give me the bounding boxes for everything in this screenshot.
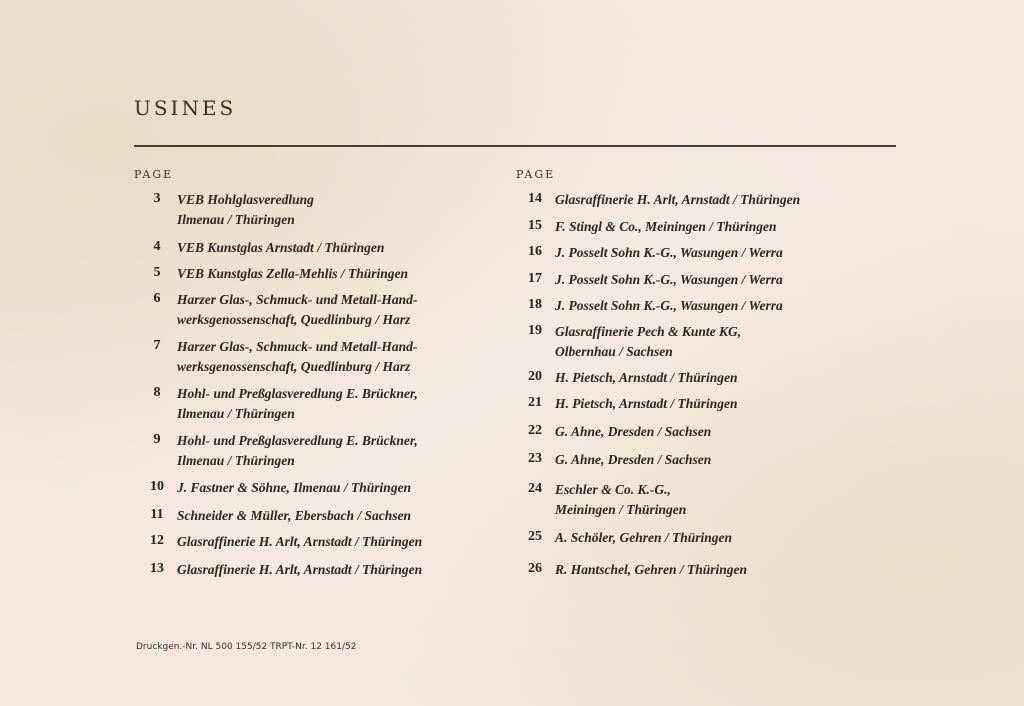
index-entry — [515, 270, 783, 290]
factory-name-line: J. Fastner & Söhne, Ilmenau / Thüringen — [177, 480, 412, 495]
factory-name-line: werksgenossenschaft, Quedlinburg / Harz — [177, 312, 411, 327]
factory-name-line: Glasraffinerie H. Arlt, Arnstadt / Thüringen — [177, 562, 423, 577]
index-entry — [137, 384, 418, 424]
factory-name — [177, 431, 418, 471]
page-column-header-right: PAGE — [516, 168, 556, 181]
print-license-footer: Druckgen.-Nr. NL 500 155/52 TRPT-Nr. 12 161/52 — [136, 642, 357, 652]
factory-name-line: J. Posselt Sohn K.-G., Wasungen / Werra — [555, 298, 783, 313]
page-number: 3 — [153, 191, 161, 206]
page-number: 5 — [153, 265, 161, 280]
page-number: 13 — [150, 561, 164, 576]
page-title: USINES — [134, 96, 237, 120]
factory-name-line: Ilmenau / Thüringen — [177, 406, 295, 421]
factory-name-line: G. Ahne, Dresden / Sachsen — [555, 452, 712, 467]
factory-name-line: VEB Kunstglas Zella-Mehlis / Thüringen — [177, 266, 409, 281]
index-entry — [137, 290, 417, 330]
factory-name-line: Olbernhau / Sachsen — [555, 344, 673, 359]
page-number: 7 — [153, 338, 161, 353]
factory-name — [555, 217, 776, 237]
page-number: 21 — [528, 395, 542, 410]
page-number: 17 — [528, 271, 542, 286]
factory-name-line: werksgenossenschaft, Quedlinburg / Harz — [177, 359, 411, 374]
index-entry — [515, 190, 800, 210]
page-number: 25 — [528, 529, 542, 544]
index-entry — [515, 217, 776, 237]
factory-name — [555, 368, 738, 388]
factory-name — [177, 560, 422, 580]
factory-name-line: Glasraffinerie H. Arlt, Arnstadt / Thüringen — [177, 534, 423, 549]
factory-name — [177, 190, 314, 230]
factory-name-line: F. Stingl & Co., Meiningen / Thüringen — [555, 219, 777, 234]
factory-name-line: Glasraffinerie Pech & Kunte KG, — [555, 324, 742, 339]
page-number: 9 — [153, 432, 161, 447]
index-entry — [515, 322, 741, 362]
page-number: 10 — [150, 479, 164, 494]
factory-name-line: Ilmenau / Thüringen — [177, 212, 295, 227]
factory-name — [177, 264, 408, 284]
index-entry — [137, 560, 422, 580]
factory-name-line: Hohl- und Preßglasveredlung E. Brückner, — [177, 433, 418, 448]
page-number: 23 — [528, 451, 542, 466]
factory-name — [555, 190, 800, 210]
factory-name-line: A. Schöler, Gehren / Thüringen — [555, 530, 733, 545]
index-entry — [137, 264, 408, 284]
page-number: 22 — [528, 423, 542, 438]
page-number: 20 — [528, 369, 542, 384]
index-entry — [515, 394, 738, 414]
page-number: 26 — [528, 561, 542, 576]
factory-name-line: R. Hantschel, Gehren / Thüringen — [555, 562, 748, 577]
index-entry — [515, 528, 732, 548]
factory-name-line: Harzer Glas-, Schmuck- und Metall-Hand- — [177, 339, 418, 354]
page-number: 8 — [153, 385, 161, 400]
index-entry — [137, 506, 411, 526]
factory-name-line: Schneider & Müller, Ebersbach / Sachsen — [177, 508, 412, 523]
page-column-header-left: PAGE — [134, 168, 174, 181]
title-divider — [134, 145, 896, 147]
factory-name-line: Eschler & Co. K.-G., — [555, 482, 671, 497]
factory-name — [555, 394, 738, 414]
index-entry — [515, 243, 783, 263]
page-number: 24 — [528, 481, 542, 496]
index-entry — [137, 532, 422, 552]
factory-name-line: Harzer Glas-, Schmuck- und Metall-Hand- — [177, 292, 418, 307]
factory-name — [177, 532, 422, 552]
factory-name — [177, 384, 418, 424]
factory-name-line: Meiningen / Thüringen — [555, 502, 687, 517]
page-number: 14 — [528, 191, 542, 206]
index-entry — [137, 431, 418, 471]
factory-name — [555, 560, 747, 580]
index-entry — [515, 368, 738, 388]
factory-name — [555, 450, 711, 470]
page-number: 18 — [528, 297, 542, 312]
index-entry — [137, 337, 417, 377]
page-number: 11 — [150, 507, 164, 522]
page-number: 6 — [153, 291, 161, 306]
page-number: 16 — [528, 244, 542, 259]
page-number: 19 — [528, 323, 542, 338]
page-number: 4 — [153, 239, 161, 254]
factory-name — [555, 270, 783, 290]
factory-name-line: Ilmenau / Thüringen — [177, 453, 295, 468]
index-entry — [137, 478, 411, 498]
factory-name — [555, 322, 741, 362]
factory-name — [177, 337, 417, 377]
factory-name-line: Hohl- und Preßglasveredlung E. Brückner, — [177, 386, 418, 401]
factory-name — [177, 506, 411, 526]
factory-name-line: H. Pietsch, Arnstadt / Thüringen — [555, 370, 738, 385]
factory-name — [177, 290, 417, 330]
index-entry — [137, 190, 314, 230]
index-entry — [515, 422, 711, 442]
index-entry — [137, 238, 384, 258]
index-entry — [515, 296, 783, 316]
factory-name-line: VEB Hohlglasveredlung — [177, 192, 314, 207]
page-number: 12 — [150, 533, 164, 548]
factory-name — [555, 422, 711, 442]
factory-name-line: G. Ahne, Dresden / Sachsen — [555, 424, 712, 439]
factory-name-line: Glasraffinerie H. Arlt, Arnstadt / Thüringen — [555, 192, 801, 207]
factory-name — [177, 478, 411, 498]
index-entry — [515, 480, 686, 520]
factory-name — [555, 480, 686, 520]
index-entry — [515, 560, 747, 580]
factory-name — [555, 243, 783, 263]
factory-name-line: J. Posselt Sohn K.-G., Wasungen / Werra — [555, 272, 783, 287]
factory-name-line: J. Posselt Sohn K.-G., Wasungen / Werra — [555, 245, 783, 260]
factory-name-line: H. Pietsch, Arnstadt / Thüringen — [555, 396, 738, 411]
index-entry — [515, 450, 711, 470]
page-number: 15 — [528, 218, 542, 233]
factory-name — [177, 238, 384, 258]
factory-name — [555, 296, 783, 316]
factory-name — [555, 528, 732, 548]
factory-name-line: VEB Kunstglas Arnstadt / Thüringen — [177, 240, 385, 255]
